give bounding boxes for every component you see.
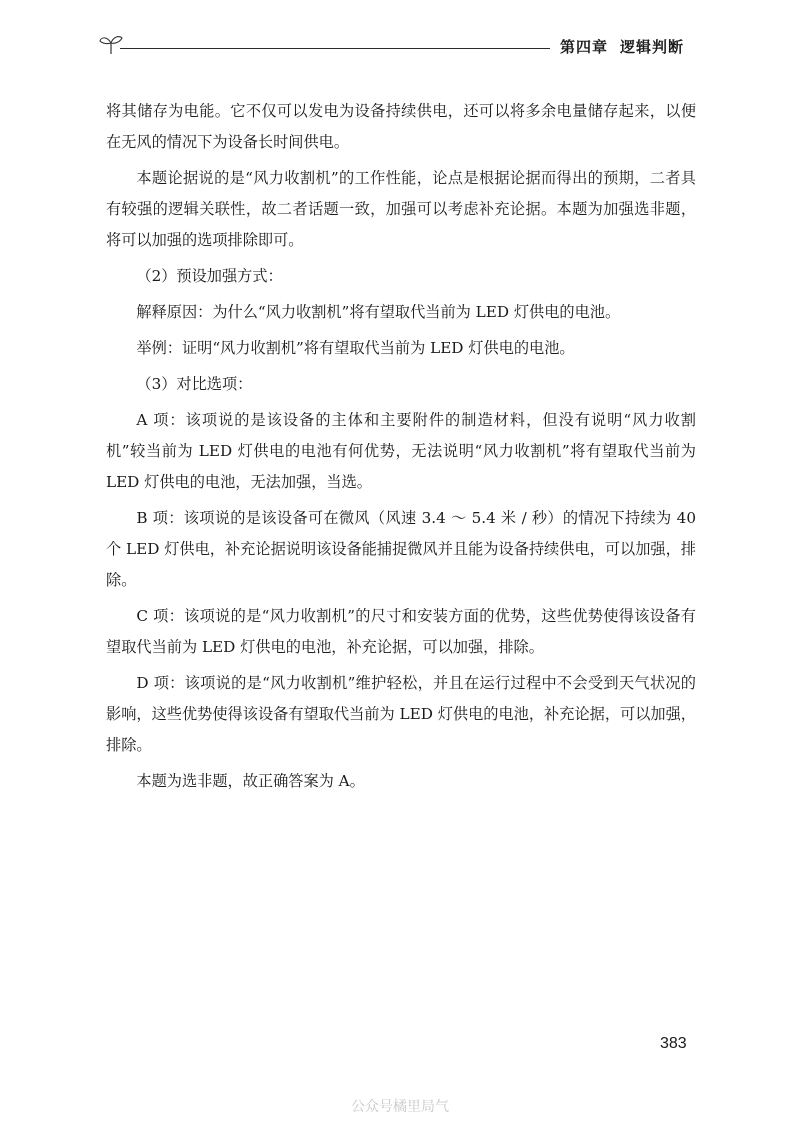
paragraph-option-d: D 项：该项说的是“风力收割机”维护轻松，并且在运行过程中不会受到天气状况的影响，这些优势使得该设备有望取代当前为 LED 灯供电的电池，补充论据，可以加强，排除。 [106, 674, 696, 754]
paragraph-explain-cause: 解释原因：为什么“风力收割机”将有望取代当前为 LED 灯供电的电池。 [136, 303, 621, 321]
paragraph-continuation: 将其储存为电能。它不仅可以发电为设备持续供电，还可以将多余电量储存起来，以便在无风的情况下为设备长时间供电。 [106, 102, 696, 151]
paragraph-step-3-heading: （3）对比选项： [136, 375, 253, 393]
section-label: 逻辑判断 [620, 38, 685, 56]
paragraph-option-a: A 项：该项说的是该设备的主体和主要附件的制造材料，但没有说明“风力收割机”较当前为 LED 灯供电的电池有何优势，无法说明“风力收割机”将有望取代当前为 LED 灯供电的电池，无法加强，当选。 [106, 411, 696, 491]
paragraph-option-b: B 项：该项说的是该设备可在微风（风速 3.4 ～ 5.4 米 / 秒）的情况下持续为 40 个 LED 灯供电，补充论据说明该设备能捕捉微风并且能为设备持续供电，可以加强，排除。 [106, 509, 696, 589]
paragraph-step-2-heading: （2）预设加强方式： [136, 267, 283, 285]
running-head [560, 36, 684, 57]
page-header [98, 26, 698, 66]
chapter-label: 第四章 [560, 38, 609, 56]
paragraph-example: 举例：证明“风力收割机”将有望取代当前为 LED 灯供电的电池。 [136, 339, 575, 357]
watermark: 公众号橘里局气 [351, 1099, 449, 1115]
sprout-icon [98, 32, 124, 56]
header-rule [120, 48, 550, 49]
paragraph-option-c: C 项：该项说的是“风力收割机”的尺寸和安装方面的优势，这些优势使得该设备有望取代当前为 LED 灯供电的电池，补充论据，可以加强，排除。 [106, 607, 696, 656]
paragraph-answer: 本题为选非题，故正确答案为 A。 [136, 772, 365, 790]
page-number: 383 [660, 1035, 687, 1052]
body-text [106, 96, 696, 802]
paragraph-argument-analysis: 本题论据说的是“风力收割机”的工作性能，论点是根据论据而得出的预期，二者具有较强的逻辑关联性，故二者话题一致，加强可以考虑补充论据。本题为加强选非题，将可以加强的选项排除即可。 [106, 169, 696, 249]
